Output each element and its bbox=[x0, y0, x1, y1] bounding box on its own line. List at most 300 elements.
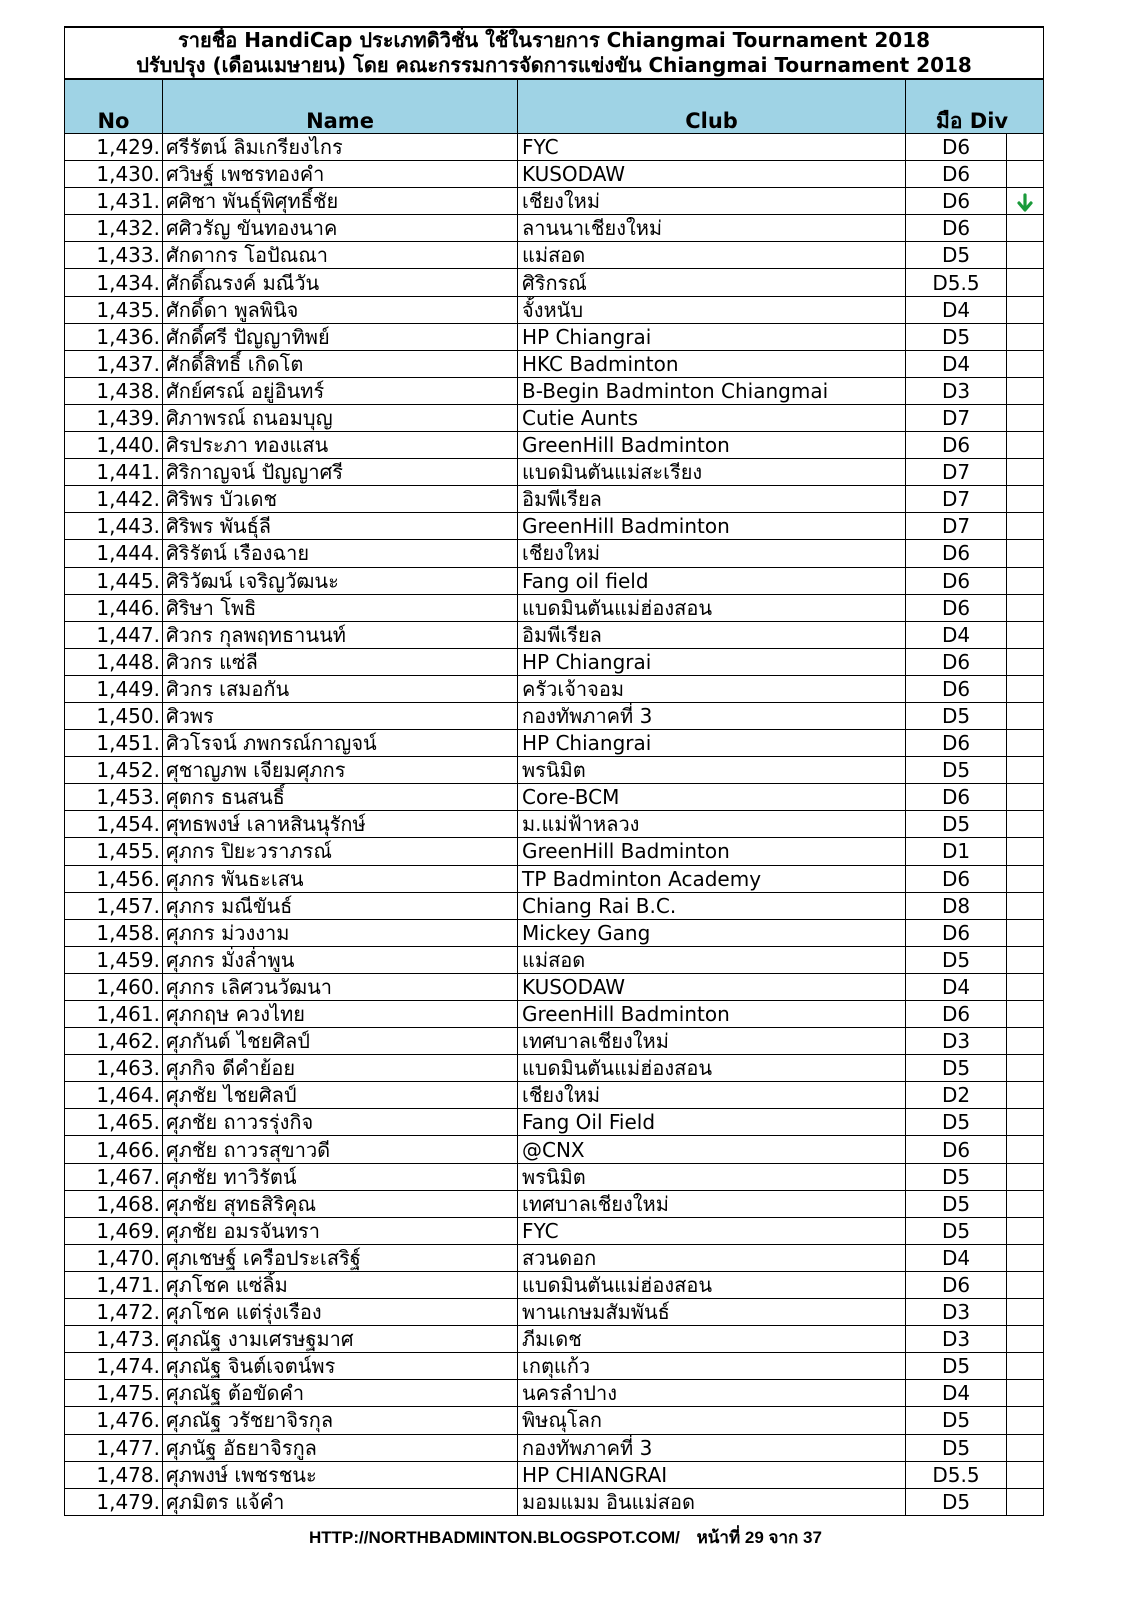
row-flag bbox=[1007, 757, 1044, 784]
division: D1 bbox=[906, 838, 1007, 865]
row-number: 1,459. bbox=[65, 946, 163, 973]
player-name: ศุตกร ธนสนธิ์ bbox=[163, 784, 518, 811]
division: D5.5 bbox=[906, 1461, 1007, 1488]
row-flag bbox=[1007, 1488, 1044, 1515]
player-name: ศุภณัฐ วรัชยาจิรกุล bbox=[163, 1407, 518, 1434]
division: D5 bbox=[906, 811, 1007, 838]
row-number: 1,432. bbox=[65, 215, 163, 242]
row-number: 1,460. bbox=[65, 973, 163, 1000]
row-flag bbox=[1007, 1271, 1044, 1298]
division: D5 bbox=[906, 1055, 1007, 1082]
division: D6 bbox=[906, 865, 1007, 892]
player-name: ศุภชัย ไชยศิลป์ bbox=[163, 1082, 518, 1109]
row-number: 1,443. bbox=[65, 513, 163, 540]
row-flag bbox=[1007, 702, 1044, 729]
player-name: ศรีรัตน์ ลิมเกรียงไกร bbox=[163, 134, 518, 161]
club-name: Chiang Rai B.C. bbox=[518, 892, 906, 919]
row-number: 1,467. bbox=[65, 1163, 163, 1190]
row-flag bbox=[1007, 513, 1044, 540]
row-flag bbox=[1007, 567, 1044, 594]
row-flag bbox=[1007, 269, 1044, 296]
club-name: พรนิมิต bbox=[518, 757, 906, 784]
club-name: อิมพีเรียล bbox=[518, 621, 906, 648]
club-name: กองทัพภาคที่ 3 bbox=[518, 1434, 906, 1461]
player-name: ศวิษฐ์ เพชรทองคำ bbox=[163, 161, 518, 188]
row-flag bbox=[1007, 1461, 1044, 1488]
table-row bbox=[65, 1055, 1044, 1082]
row-number: 1,449. bbox=[65, 675, 163, 702]
club-name: Fang Oil Field bbox=[518, 1109, 906, 1136]
row-flag bbox=[1007, 892, 1044, 919]
club-name: กองทัพภาคที่ 3 bbox=[518, 702, 906, 729]
division: D6 bbox=[906, 648, 1007, 675]
row-number: 1,454. bbox=[65, 811, 163, 838]
row-number: 1,445. bbox=[65, 567, 163, 594]
division: D4 bbox=[906, 350, 1007, 377]
player-name: ศุภกร ม่วงงาม bbox=[163, 919, 518, 946]
player-name: ศุภพงษ์ เพชรชนะ bbox=[163, 1461, 518, 1488]
player-name: ศศิวรัญ ขันทองนาค bbox=[163, 215, 518, 242]
row-number: 1,471. bbox=[65, 1271, 163, 1298]
row-number: 1,430. bbox=[65, 161, 163, 188]
division: D6 bbox=[906, 784, 1007, 811]
row-flag bbox=[1007, 215, 1044, 242]
row-number: 1,474. bbox=[65, 1353, 163, 1380]
row-flag bbox=[1007, 648, 1044, 675]
column-header-row bbox=[65, 79, 1044, 134]
page-footer bbox=[0, 1524, 1131, 1551]
player-name: ศุภนัฐ อัธยาจิรกูล bbox=[163, 1434, 518, 1461]
table-row bbox=[65, 567, 1044, 594]
division: D6 bbox=[906, 594, 1007, 621]
division: D6 bbox=[906, 540, 1007, 567]
division: D6 bbox=[906, 432, 1007, 459]
row-flag bbox=[1007, 784, 1044, 811]
player-name: ศุภกร มณีขันธ์ bbox=[163, 892, 518, 919]
row-flag bbox=[1007, 459, 1044, 486]
player-name: ศักดิ์ศรี ปัญญาทิพย์ bbox=[163, 323, 518, 350]
row-number: 1,478. bbox=[65, 1461, 163, 1488]
club-name: เกตุแก้ว bbox=[518, 1353, 906, 1380]
row-number: 1,431. bbox=[65, 188, 163, 215]
table-row bbox=[65, 432, 1044, 459]
player-name: ศุภชัย ถาวรรุ่งกิจ bbox=[163, 1109, 518, 1136]
row-flag bbox=[1007, 919, 1044, 946]
club-name: GreenHill Badminton bbox=[518, 513, 906, 540]
row-number: 1,433. bbox=[65, 242, 163, 269]
player-name: ศุภกร ปิยะวราภรณ์ bbox=[163, 838, 518, 865]
division: D5 bbox=[906, 702, 1007, 729]
player-name: ศุภกร เลิศวนวัฒนา bbox=[163, 973, 518, 1000]
row-flag bbox=[1007, 296, 1044, 323]
table-row bbox=[65, 1109, 1044, 1136]
player-name: ศุภกร มั่งล่ำพูน bbox=[163, 946, 518, 973]
table-row bbox=[65, 1461, 1044, 1488]
row-flag bbox=[1007, 1380, 1044, 1407]
player-name: ศิวพร bbox=[163, 702, 518, 729]
division: D5 bbox=[906, 946, 1007, 973]
row-number: 1,441. bbox=[65, 459, 163, 486]
player-name: ศิริวัฒน์ เจริญวัฒนะ bbox=[163, 567, 518, 594]
division: D7 bbox=[906, 459, 1007, 486]
row-flag bbox=[1007, 1353, 1044, 1380]
table-row bbox=[65, 215, 1044, 242]
row-flag bbox=[1007, 1217, 1044, 1244]
club-name: แบดมินตันแม่สะเรียง bbox=[518, 459, 906, 486]
table-row bbox=[65, 838, 1044, 865]
division: D6 bbox=[906, 134, 1007, 161]
player-name: ศุภโชค แซ่ลิ้ม bbox=[163, 1271, 518, 1298]
row-flag bbox=[1007, 1434, 1044, 1461]
player-name: ศักดิ์สิทธิ์ เกิดโต bbox=[163, 350, 518, 377]
player-name: ศิวกร กุลพฤทธานนท์ bbox=[163, 621, 518, 648]
row-flag bbox=[1007, 404, 1044, 431]
division: D4 bbox=[906, 973, 1007, 1000]
table-row bbox=[65, 1001, 1044, 1028]
player-name: ศุภกิจ ดีคำย้อย bbox=[163, 1055, 518, 1082]
table-row bbox=[65, 1163, 1044, 1190]
division: D3 bbox=[906, 377, 1007, 404]
row-number: 1,465. bbox=[65, 1109, 163, 1136]
table-row bbox=[65, 513, 1044, 540]
row-flag bbox=[1007, 242, 1044, 269]
row-number: 1,436. bbox=[65, 323, 163, 350]
table-row bbox=[65, 702, 1044, 729]
player-name: ศิวกร แซ่ลี bbox=[163, 648, 518, 675]
club-name: FYC bbox=[518, 134, 906, 161]
row-number: 1,442. bbox=[65, 486, 163, 513]
player-name: ศุภโชค แต่รุ่งเรือง bbox=[163, 1299, 518, 1326]
row-flag bbox=[1007, 1163, 1044, 1190]
club-name: แบดมินตันแม่ฮ่องสอน bbox=[518, 1055, 906, 1082]
table-row bbox=[65, 1380, 1044, 1407]
table-body bbox=[65, 134, 1044, 1516]
row-number: 1,469. bbox=[65, 1217, 163, 1244]
player-name: ศุทธพงษ์ เลาหสินนุรักษ์ bbox=[163, 811, 518, 838]
table-row bbox=[65, 1488, 1044, 1515]
division: D6 bbox=[906, 567, 1007, 594]
club-name: Mickey Gang bbox=[518, 919, 906, 946]
club-name: FYC bbox=[518, 1217, 906, 1244]
row-number: 1,437. bbox=[65, 350, 163, 377]
division: D5 bbox=[906, 1488, 1007, 1515]
table-row bbox=[65, 784, 1044, 811]
row-number: 1,470. bbox=[65, 1244, 163, 1271]
club-name: อิมพีเรียล bbox=[518, 486, 906, 513]
column-header-name: Name bbox=[163, 79, 518, 134]
player-name: ศุภชัย สุทธสิริคุณ bbox=[163, 1190, 518, 1217]
player-name: ศศิชา พันธุ์พิศุทธิ์ชัย bbox=[163, 188, 518, 215]
row-flag bbox=[1007, 594, 1044, 621]
row-number: 1,429. bbox=[65, 134, 163, 161]
club-name: GreenHill Badminton bbox=[518, 432, 906, 459]
row-number: 1,450. bbox=[65, 702, 163, 729]
division: D5 bbox=[906, 1407, 1007, 1434]
player-name: ศุภณัฐ ต้อขัดคำ bbox=[163, 1380, 518, 1407]
club-name: ม.แม่ฟ้าหลวง bbox=[518, 811, 906, 838]
player-name: ศุภณัฐ จินต์เจตน์พร bbox=[163, 1353, 518, 1380]
player-name: ศิริพร พันธุ์ลี bbox=[163, 513, 518, 540]
row-flag bbox=[1007, 432, 1044, 459]
title-row-2 bbox=[65, 53, 1044, 79]
table-row bbox=[65, 865, 1044, 892]
club-name: KUSODAW bbox=[518, 973, 906, 1000]
club-name: พานเกษมสัมพันธ์ bbox=[518, 1299, 906, 1326]
player-name: ศุชาญภพ เจียมศุภกร bbox=[163, 757, 518, 784]
row-number: 1,440. bbox=[65, 432, 163, 459]
division: D7 bbox=[906, 486, 1007, 513]
row-flag bbox=[1007, 188, 1044, 215]
club-name: HKC Badminton bbox=[518, 350, 906, 377]
row-flag bbox=[1007, 1028, 1044, 1055]
club-name: B-Begin Badminton Chiangmai bbox=[518, 377, 906, 404]
division: D5 bbox=[906, 1434, 1007, 1461]
division: D6 bbox=[906, 188, 1007, 215]
table-row bbox=[65, 621, 1044, 648]
table-row bbox=[65, 730, 1044, 757]
division: D6 bbox=[906, 675, 1007, 702]
row-flag bbox=[1007, 838, 1044, 865]
club-name: GreenHill Badminton bbox=[518, 1001, 906, 1028]
table-row bbox=[65, 296, 1044, 323]
row-flag bbox=[1007, 675, 1044, 702]
row-number: 1,439. bbox=[65, 404, 163, 431]
row-flag bbox=[1007, 1001, 1044, 1028]
division: D6 bbox=[906, 1136, 1007, 1163]
table-row bbox=[65, 1190, 1044, 1217]
player-name: ศักดากร โอปัณณา bbox=[163, 242, 518, 269]
table-row bbox=[65, 1244, 1044, 1271]
row-number: 1,452. bbox=[65, 757, 163, 784]
table-row bbox=[65, 675, 1044, 702]
title-row-1 bbox=[65, 27, 1044, 53]
table-row bbox=[65, 1082, 1044, 1109]
club-name: GreenHill Badminton bbox=[518, 838, 906, 865]
player-name: ศิวโรจน์ ภพกรณ์กาญจน์ bbox=[163, 730, 518, 757]
club-name: @CNX bbox=[518, 1136, 906, 1163]
club-name: Fang oil field bbox=[518, 567, 906, 594]
column-header-club: Club bbox=[518, 79, 906, 134]
division: D5 bbox=[906, 1109, 1007, 1136]
table-row bbox=[65, 594, 1044, 621]
row-flag bbox=[1007, 946, 1044, 973]
table-row bbox=[65, 648, 1044, 675]
row-number: 1,475. bbox=[65, 1380, 163, 1407]
row-flag bbox=[1007, 865, 1044, 892]
division: D5 bbox=[906, 1217, 1007, 1244]
row-number: 1,473. bbox=[65, 1326, 163, 1353]
division: D3 bbox=[906, 1028, 1007, 1055]
table-row bbox=[65, 1407, 1044, 1434]
table-row bbox=[65, 1271, 1044, 1298]
division: D5 bbox=[906, 1163, 1007, 1190]
row-number: 1,455. bbox=[65, 838, 163, 865]
player-name: ศุภชัย อมรจันทรา bbox=[163, 1217, 518, 1244]
row-number: 1,466. bbox=[65, 1136, 163, 1163]
club-name: แม่สอด bbox=[518, 946, 906, 973]
row-flag bbox=[1007, 621, 1044, 648]
player-name: ศุภชัย ทาวิรัตน์ bbox=[163, 1163, 518, 1190]
table-row bbox=[65, 1217, 1044, 1244]
title-line-2: ปรับปรุง (เดือนเมษายน) โดย คณะกรรมการจัดการแข่งขัน Chiangmai Tournament 2018 bbox=[65, 53, 1044, 79]
row-flag bbox=[1007, 1407, 1044, 1434]
player-name: ศิภาพรณ์ ถนอมบุญ bbox=[163, 404, 518, 431]
player-name: ศิวกร เสมอกัน bbox=[163, 675, 518, 702]
row-flag bbox=[1007, 540, 1044, 567]
title-line-1: รายชื่อ HandiCap ประเภทดิวิชั่น ใช้ในรายการ Chiangmai Tournament 2018 bbox=[65, 27, 1044, 53]
division: D5 bbox=[906, 1353, 1007, 1380]
division: D2 bbox=[906, 1082, 1007, 1109]
division: D7 bbox=[906, 513, 1007, 540]
player-name: ศิรประภา ทองแสน bbox=[163, 432, 518, 459]
table-row bbox=[65, 1028, 1044, 1055]
table-row bbox=[65, 459, 1044, 486]
player-name: ศุภณัฐ งามเศรษฐมาศ bbox=[163, 1326, 518, 1353]
table-row bbox=[65, 919, 1044, 946]
handicap-table bbox=[64, 26, 1044, 1516]
player-name: ศิริพร บัวเดช bbox=[163, 486, 518, 513]
footer-url: HTTP://NORTHBADMINTON.BLOGSPOT.COM/ bbox=[309, 1528, 680, 1547]
table-row bbox=[65, 1136, 1044, 1163]
club-name: เทศบาลเชียงใหม่ bbox=[518, 1190, 906, 1217]
row-flag bbox=[1007, 377, 1044, 404]
table-row bbox=[65, 1326, 1044, 1353]
row-flag bbox=[1007, 1109, 1044, 1136]
division: D8 bbox=[906, 892, 1007, 919]
row-number: 1,435. bbox=[65, 296, 163, 323]
row-flag bbox=[1007, 730, 1044, 757]
club-name: HP Chiangrai bbox=[518, 323, 906, 350]
row-flag bbox=[1007, 1136, 1044, 1163]
club-name: TP Badminton Academy bbox=[518, 865, 906, 892]
club-name: HP CHIANGRAI bbox=[518, 1461, 906, 1488]
row-number: 1,444. bbox=[65, 540, 163, 567]
club-name: Cutie Aunts bbox=[518, 404, 906, 431]
division: D5 bbox=[906, 1190, 1007, 1217]
club-name: ภีมเดช bbox=[518, 1326, 906, 1353]
table-row bbox=[65, 1353, 1044, 1380]
table-row bbox=[65, 323, 1044, 350]
club-name: เชียงใหม่ bbox=[518, 540, 906, 567]
row-number: 1,457. bbox=[65, 892, 163, 919]
player-name: ศิริษา โพธิ bbox=[163, 594, 518, 621]
row-number: 1,476. bbox=[65, 1407, 163, 1434]
club-name: แบดมินตันแม่ฮ่องสอน bbox=[518, 1271, 906, 1298]
table-row bbox=[65, 892, 1044, 919]
table-row bbox=[65, 377, 1044, 404]
row-number: 1,458. bbox=[65, 919, 163, 946]
division: D5.5 bbox=[906, 269, 1007, 296]
club-name: Core-BCM bbox=[518, 784, 906, 811]
club-name: จั้งหนับ bbox=[518, 296, 906, 323]
row-flag bbox=[1007, 134, 1044, 161]
club-name: ลานนาเชียงใหม่ bbox=[518, 215, 906, 242]
division: D6 bbox=[906, 919, 1007, 946]
player-name: ศักดิ์ดา พูลพินิจ bbox=[163, 296, 518, 323]
row-flag bbox=[1007, 1244, 1044, 1271]
row-flag bbox=[1007, 811, 1044, 838]
player-name: ศิริรัตน์ เรืองฉาย bbox=[163, 540, 518, 567]
player-name: ศิริกาญจน์ ปัญญาศรี bbox=[163, 459, 518, 486]
table-row bbox=[65, 350, 1044, 377]
club-name: พรนิมิต bbox=[518, 1163, 906, 1190]
table-row bbox=[65, 242, 1044, 269]
player-name: ศุภชัย ถาวรสุขาวดี bbox=[163, 1136, 518, 1163]
footer-page-number: หน้าที่ 29 จาก 37 bbox=[696, 1528, 822, 1547]
table-row bbox=[65, 1299, 1044, 1326]
table-row bbox=[65, 946, 1044, 973]
row-number: 1,446. bbox=[65, 594, 163, 621]
club-name: สวนดอก bbox=[518, 1244, 906, 1271]
row-flag bbox=[1007, 350, 1044, 377]
column-header-div: มือ Div bbox=[906, 79, 1044, 134]
row-flag bbox=[1007, 1055, 1044, 1082]
player-name: ศุภกันต์ ไชยศิลป์ bbox=[163, 1028, 518, 1055]
row-number: 1,461. bbox=[65, 1001, 163, 1028]
row-number: 1,434. bbox=[65, 269, 163, 296]
division: D4 bbox=[906, 621, 1007, 648]
division: D5 bbox=[906, 323, 1007, 350]
club-name: เชียงใหม่ bbox=[518, 1082, 906, 1109]
player-name: ศุภเชษฐ์ เครือประเสริฐ์ bbox=[163, 1244, 518, 1271]
row-flag bbox=[1007, 973, 1044, 1000]
table-row bbox=[65, 269, 1044, 296]
division: D6 bbox=[906, 161, 1007, 188]
table-row bbox=[65, 486, 1044, 513]
row-flag bbox=[1007, 1082, 1044, 1109]
division: D4 bbox=[906, 1380, 1007, 1407]
division: D4 bbox=[906, 296, 1007, 323]
table-row bbox=[65, 161, 1044, 188]
row-flag bbox=[1007, 1299, 1044, 1326]
club-name: KUSODAW bbox=[518, 161, 906, 188]
row-flag bbox=[1007, 486, 1044, 513]
player-name: ศักย์ศรณ์ อยู่อินทร์ bbox=[163, 377, 518, 404]
club-name: แบดมินตันแม่ฮ่องสอน bbox=[518, 594, 906, 621]
row-number: 1,477. bbox=[65, 1434, 163, 1461]
row-number: 1,463. bbox=[65, 1055, 163, 1082]
row-number: 1,462. bbox=[65, 1028, 163, 1055]
row-number: 1,451. bbox=[65, 730, 163, 757]
division: D6 bbox=[906, 730, 1007, 757]
row-number: 1,472. bbox=[65, 1299, 163, 1326]
table-row bbox=[65, 757, 1044, 784]
division: D5 bbox=[906, 757, 1007, 784]
row-number: 1,479. bbox=[65, 1488, 163, 1515]
down-arrow-icon bbox=[1017, 193, 1033, 213]
row-number: 1,453. bbox=[65, 784, 163, 811]
table-row bbox=[65, 134, 1044, 161]
row-number: 1,456. bbox=[65, 865, 163, 892]
club-name: ศิริกรณ์ bbox=[518, 269, 906, 296]
club-name: ครัวเจ้าจอม bbox=[518, 675, 906, 702]
division: D6 bbox=[906, 1271, 1007, 1298]
division: D5 bbox=[906, 242, 1007, 269]
club-name: มอมแมม อินแม่สอด bbox=[518, 1488, 906, 1515]
club-name: แม่สอด bbox=[518, 242, 906, 269]
row-flag bbox=[1007, 1326, 1044, 1353]
division: D3 bbox=[906, 1299, 1007, 1326]
table-row bbox=[65, 188, 1044, 215]
player-name: ศักดิ์ณรงค์ มณีวัน bbox=[163, 269, 518, 296]
row-number: 1,447. bbox=[65, 621, 163, 648]
club-name: HP Chiangrai bbox=[518, 648, 906, 675]
division: D6 bbox=[906, 1001, 1007, 1028]
player-name: ศุภมิตร แจ้คำ bbox=[163, 1488, 518, 1515]
club-name: พิษณุโลก bbox=[518, 1407, 906, 1434]
player-name: ศุภกฤษ ควงไทย bbox=[163, 1001, 518, 1028]
handicap-sheet bbox=[64, 26, 1043, 1516]
